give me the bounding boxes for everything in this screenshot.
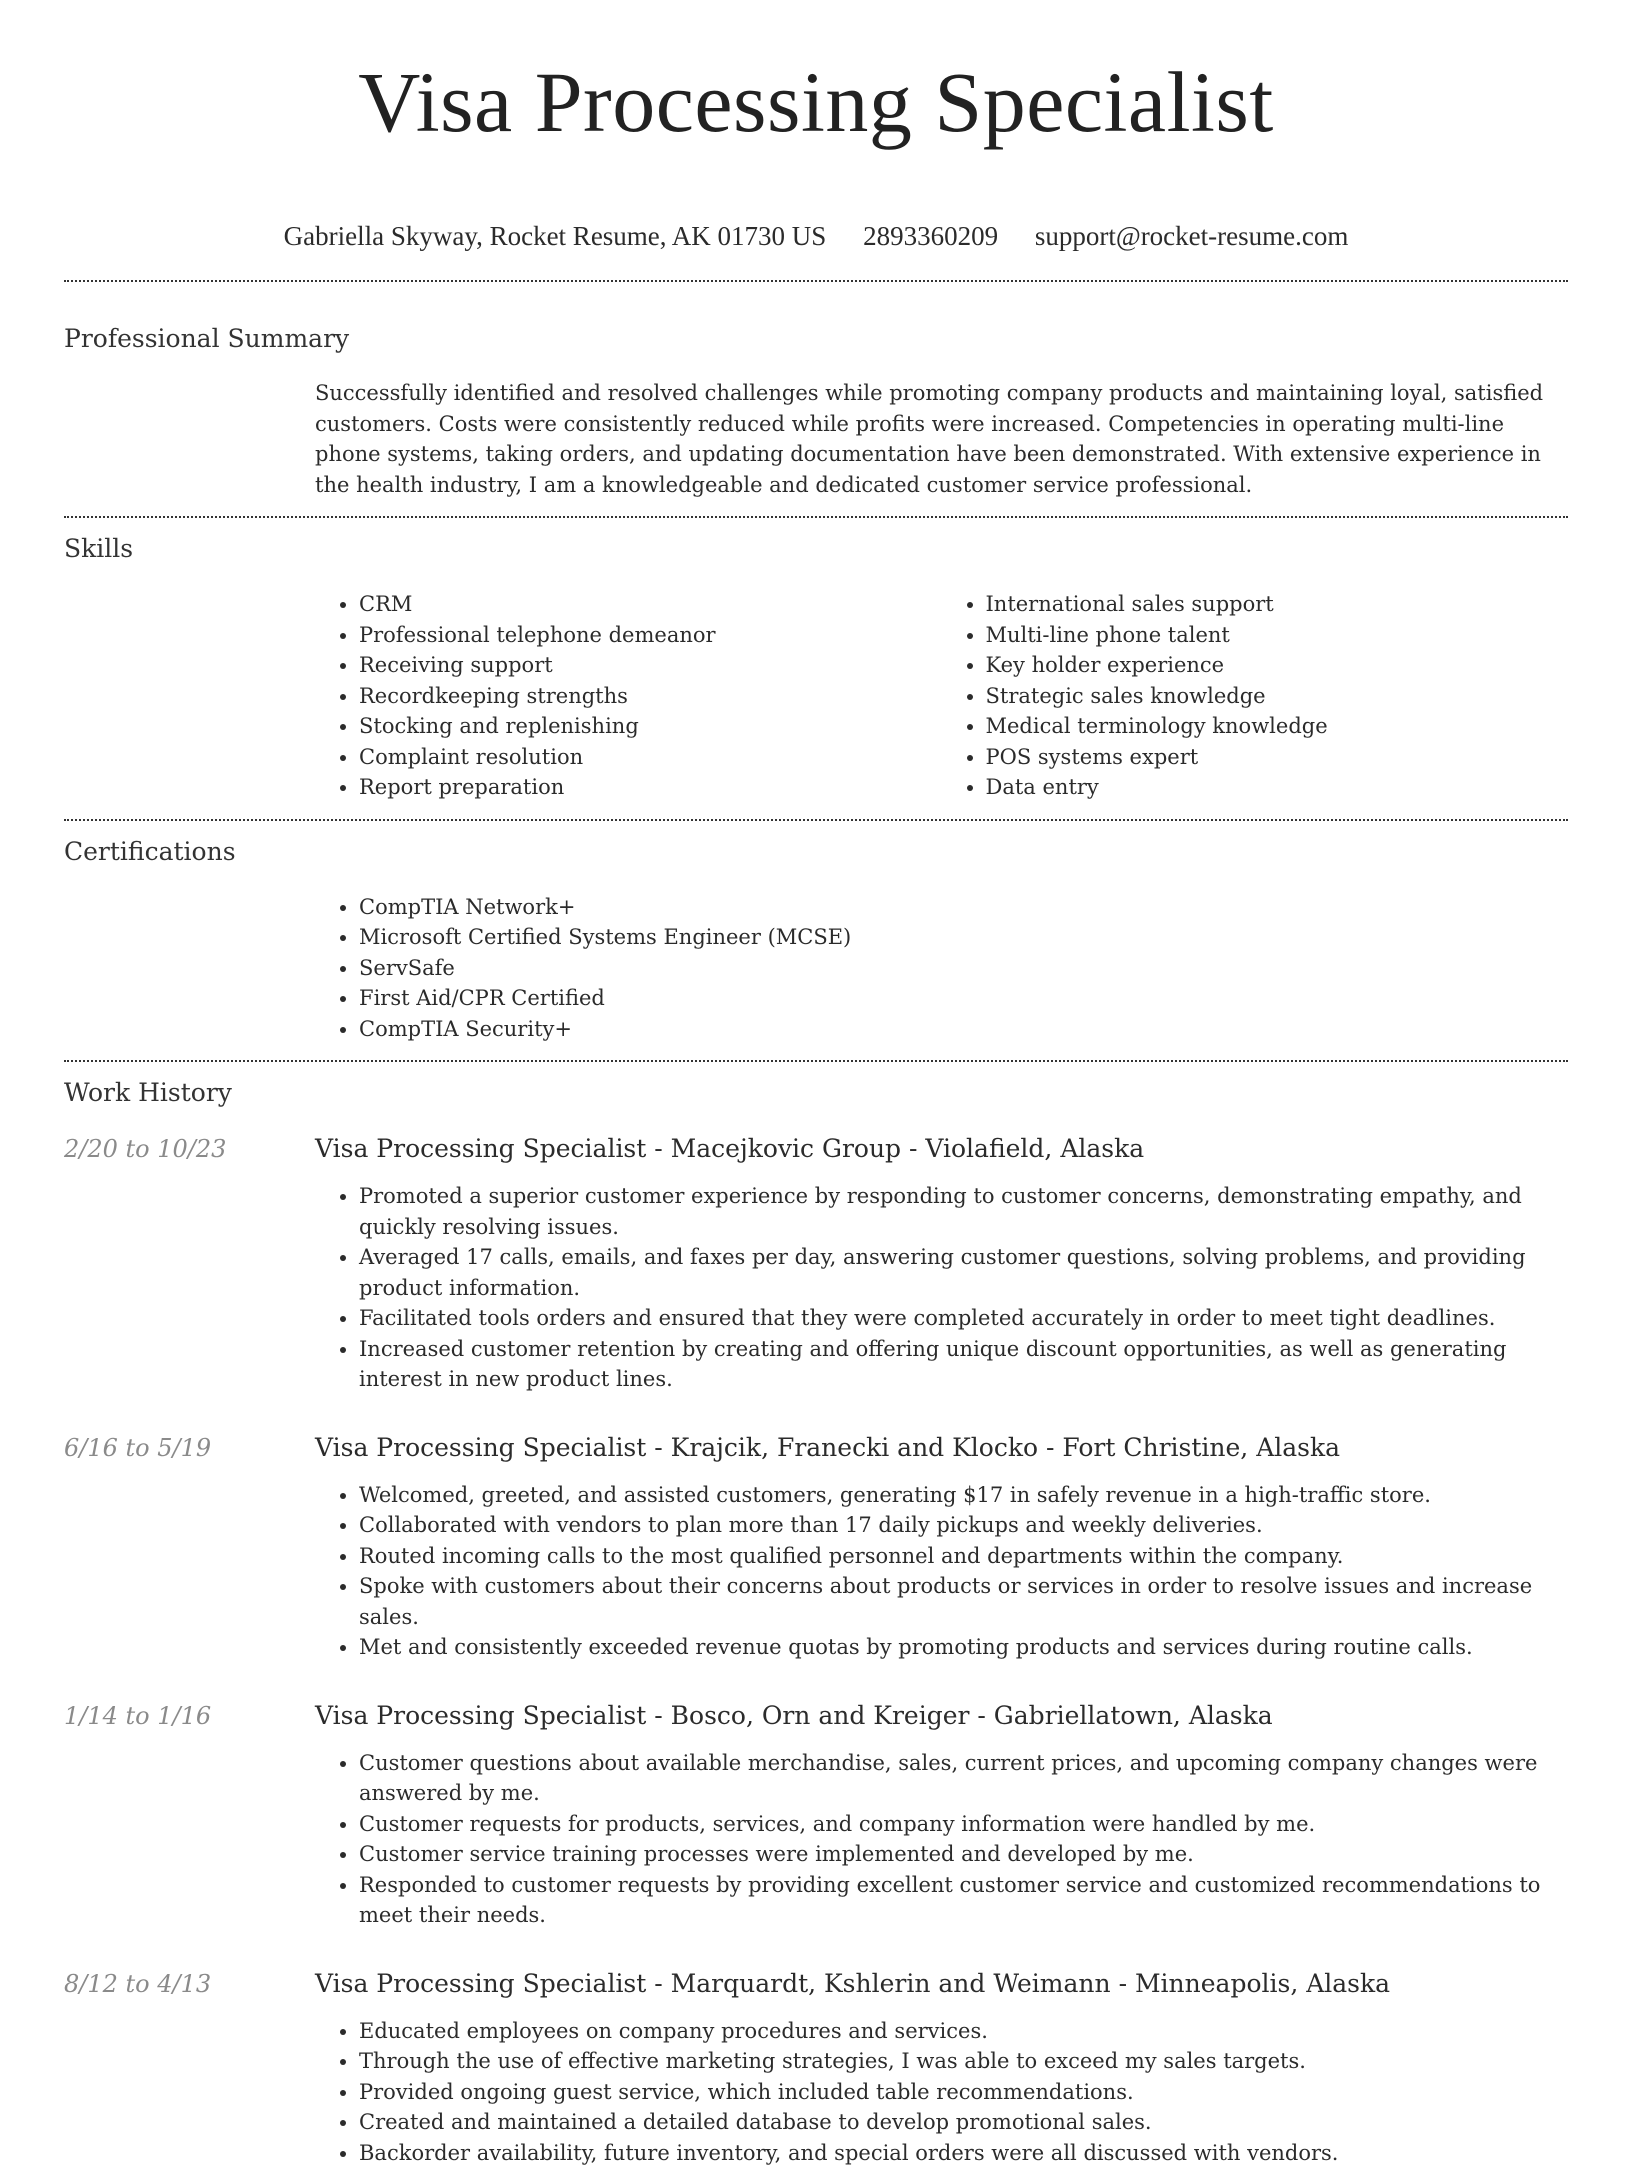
contact-line: [64, 216, 1568, 256]
section-title-work-history: Work History: [64, 1078, 1568, 1108]
contact-email: support@rocket-resume.com: [1035, 221, 1349, 251]
list-item: • Promoted a superior customer experience by responding to customer concerns, demonstrating empathy, and quickly resolving issues.: [359, 1181, 1568, 1242]
list-item: • Through the use of effective marketing strategies, I was able to exceed my sales targets.: [359, 2046, 1568, 2077]
job-title: Visa Processing Specialist - Krajcik, Franecki and Klocko - Fort Christine, Alaska: [315, 1433, 1340, 1462]
list-item: • Averaged 17 calls, emails, and faxes per day, answering customer questions, solving problems, and providing product information.: [359, 1242, 1568, 1303]
list-item: • Medical terminology knowledge: [986, 711, 1569, 742]
list-item: • Backorder availability, future inventory, and special orders were all discussed with vendors.: [359, 2138, 1568, 2168]
job-date: 1/14 to 1/16: [64, 1702, 315, 1730]
list-item: • Spoke with customers about their concerns about products or services in order to resolve issues and increase sales.: [359, 1571, 1568, 1632]
list-item: • First Aid/CPR Certified: [359, 983, 1568, 1014]
job-bullets: [315, 1480, 1568, 1663]
list-item: • Complaint resolution: [359, 742, 942, 773]
list-item: • Strategic sales knowledge: [986, 681, 1569, 712]
section-title-skills: Skills: [64, 534, 1568, 564]
list-item: • Increased customer retention by creating and offering unique discount opportunities, as well as generating interest in new product lines.: [359, 1334, 1568, 1395]
list-item: • International sales support: [986, 589, 1569, 620]
list-item: • ServSafe: [359, 953, 1568, 984]
job-title: Visa Processing Specialist - Bosco, Orn and Kreiger - Gabriellatown, Alaska: [315, 1701, 1273, 1730]
resume-page: [64, 0, 1568, 2168]
list-item: • Routed incoming calls to the most qualified personnel and departments within the company.: [359, 1541, 1568, 1572]
list-item: • Recordkeeping strengths: [359, 681, 942, 712]
divider: [64, 819, 1568, 821]
resume-title: Visa Processing Specialist: [64, 0, 1568, 152]
job-bullets: [315, 2016, 1568, 2168]
job-date: 6/16 to 5/19: [64, 1434, 315, 1462]
list-item: • Welcomed, greeted, and assisted customers, generating $17 in safely revenue in a high-traffic store.: [359, 1480, 1568, 1511]
list-item: • Facilitated tools orders and ensured that they were completed accurately in order to meet tight deadlines.: [359, 1303, 1568, 1334]
section-title-summary: Professional Summary: [64, 324, 1568, 354]
contact-phone: 2893360209: [863, 221, 998, 251]
job-header: [64, 1701, 1568, 1730]
list-item: • Provided ongoing guest service, which included table recommendations.: [359, 2077, 1568, 2108]
skills-column-left: [315, 589, 942, 803]
list-item: • CRM: [359, 589, 942, 620]
list-item: • Microsoft Certified Systems Engineer (MCSE): [359, 922, 1568, 953]
job-date: 2/20 to 10/23: [64, 1135, 315, 1163]
job-title: Visa Processing Specialist - Macejkovic Group - Violafield, Alaska: [315, 1134, 1144, 1163]
list-item: • Met and consistently exceeded revenue quotas by promoting products and services during routine calls.: [359, 1632, 1568, 1663]
skills-list: [315, 589, 1568, 803]
list-item: • Report preparation: [359, 772, 942, 803]
job-bullets: [315, 1748, 1568, 1931]
list-item: • POS systems expert: [986, 742, 1569, 773]
divider: [64, 280, 1568, 282]
list-item: • Receiving support: [359, 650, 942, 681]
skills-column-right: [942, 589, 1569, 803]
certifications-list: [315, 892, 1568, 1045]
job-title: Visa Processing Specialist - Marquardt, Kshlerin and Weimann - Minneapolis, Alaska: [315, 1969, 1390, 1998]
job-header: [64, 1969, 1568, 1998]
divider: [64, 1060, 1568, 1062]
list-item: • Created and maintained a detailed database to develop promotional sales.: [359, 2107, 1568, 2138]
list-item: • Customer service training processes were implemented and developed by me.: [359, 1839, 1568, 1870]
list-item: • Multi-line phone talent: [986, 620, 1569, 651]
job-header: [64, 1134, 1568, 1163]
section-title-certifications: Certifications: [64, 837, 1568, 867]
list-item: • Customer requests for products, services, and company information were handled by me.: [359, 1809, 1568, 1840]
summary-text: Successfully identified and resolved challenges while promoting company products and maintaining loyal, satisfied customers. Costs were consistently reduced while profits were increased. Competencies in operating multi-line phone systems, taking orders, and updating documentation have been demonstrated. With extensive experience in the health industry, I am a knowledgeable and dedicated customer service professional.: [315, 378, 1568, 500]
contact-address: Gabriella Skyway, Rocket Resume, AK 01730 US: [284, 221, 827, 251]
list-item: • Collaborated with vendors to plan more than 17 daily pickups and weekly deliveries.: [359, 1510, 1568, 1541]
list-item: • CompTIA Network+: [359, 892, 1568, 923]
list-item: • Responded to customer requests by providing excellent customer service and customized recommendations to meet their needs.: [359, 1870, 1568, 1931]
job-bullets: [315, 1181, 1568, 1395]
divider: [64, 516, 1568, 518]
list-item: • Customer questions about available merchandise, sales, current prices, and upcoming company changes were answered by me.: [359, 1748, 1568, 1809]
list-item: • CompTIA Security+: [359, 1014, 1568, 1045]
job-header: [64, 1433, 1568, 1462]
job-date: 8/12 to 4/13: [64, 1970, 315, 1998]
list-item: • Stocking and replenishing: [359, 711, 942, 742]
list-item: • Professional telephone demeanor: [359, 620, 942, 651]
list-item: • Data entry: [986, 772, 1569, 803]
list-item: • Educated employees on company procedures and services.: [359, 2016, 1568, 2047]
list-item: • Key holder experience: [986, 650, 1569, 681]
